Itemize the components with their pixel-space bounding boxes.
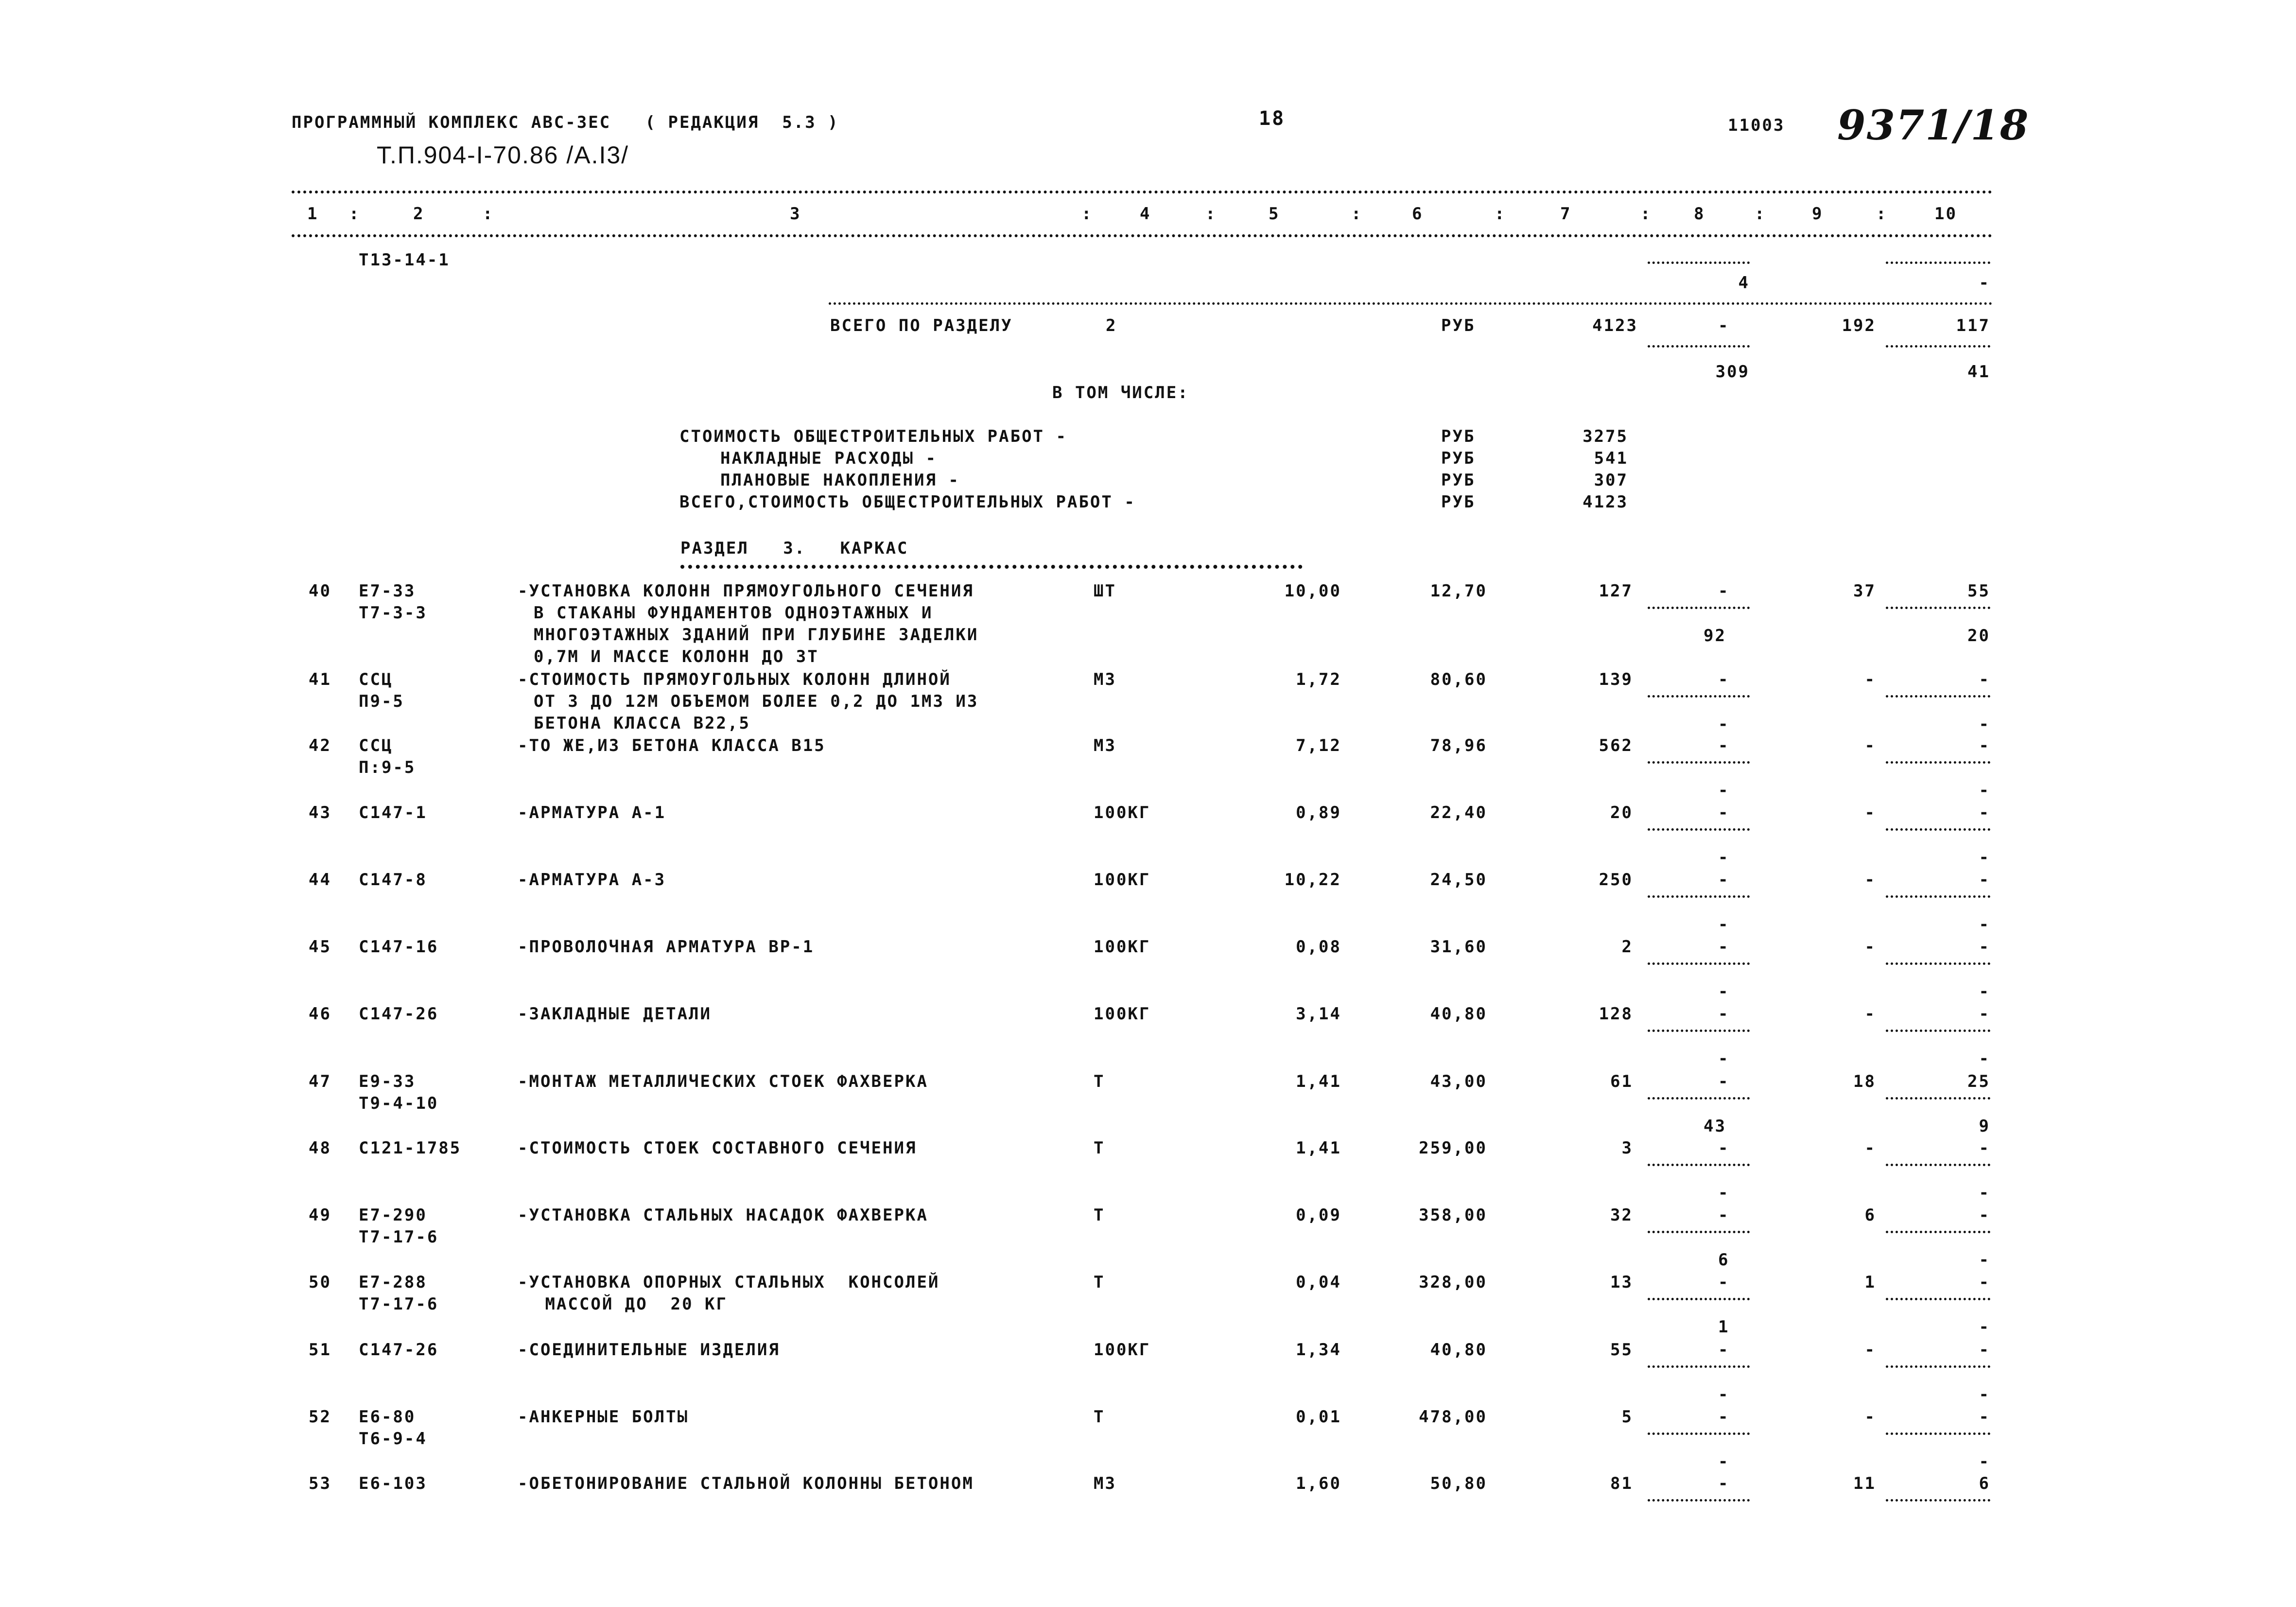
row-rule-col8 [1648,1298,1750,1300]
row-number: 40 [309,581,331,601]
row-unit: Т [1094,1138,1105,1158]
column-separator: : [1640,204,1652,224]
row-col8: - [1718,1072,1730,1091]
row-rule-col8 [1648,828,1750,831]
row-number: 46 [309,1004,331,1024]
row-code-secondary: П9-5 [359,692,404,711]
row-col8-below: - [1718,1049,1730,1068]
section-total-c10: 117 [1956,316,1990,335]
row-rule-col8 [1648,1097,1750,1100]
total-rule-c10 [1886,345,1990,348]
section-total-c9: 192 [1842,316,1876,335]
row-col10: - [1979,736,1990,755]
row-description: БЕТОНА КЛАССА В22,5 [534,714,750,733]
row-col9: 1 [1864,1273,1876,1292]
carry-c8-below: 4 [1738,273,1750,293]
row-quantity: 0,01 [1296,1407,1341,1427]
row-description: МНОГОЭТАЖНЫХ ЗДАНИЙ ПРИ ГЛУБИНЕ ЗАДЕЛКИ [534,625,979,645]
row-col10-below: - [1979,1317,1990,1337]
row-col8: - [1718,670,1730,689]
row-col9: - [1864,937,1876,957]
row-quantity: 3,14 [1296,1004,1341,1024]
row-col8-below: - [1718,715,1730,734]
row-col10-below: 20 [1967,626,1990,646]
row-code: Е6-80 [359,1407,416,1427]
row-col9: - [1864,670,1876,689]
column-number-4: 4 [1140,204,1151,224]
row-unit-price: 40,80 [1430,1004,1487,1024]
row-rule-col8 [1648,607,1750,609]
row-number: 48 [309,1138,331,1158]
column-separator: : [349,204,361,224]
row-col8-below: 6 [1718,1250,1730,1270]
program-title: ПРОГРАММНЫЙ КОМПЛЕКС АВС-ЗЕС ( РЕДАКЦИЯ 5.3 ) [292,113,839,132]
row-col10-below: - [1979,1385,1990,1404]
row-total: 128 [1599,1004,1633,1024]
row-rule-col10 [1886,1298,1990,1300]
breakdown-value: 4123 [1583,492,1628,512]
row-code-secondary: Т6-9-4 [359,1429,427,1449]
row-col10: - [1979,1407,1990,1427]
row-description: В СТАКАНЫ ФУНДАМЕНТОВ ОДНОЭТАЖНЫХ И [534,603,933,623]
row-col10-below: - [1979,915,1990,934]
row-col8-below: - [1718,1385,1730,1404]
breakdown-label: ПЛАНОВЫЕ НАКОПЛЕНИЯ - [720,471,960,490]
row-code-secondary: Т9-4-10 [359,1094,439,1113]
row-unit: Т [1094,1407,1105,1427]
row-rule-col8 [1648,1231,1750,1233]
section-total-unit: РУБ [1441,316,1476,335]
row-description: -СОЕДИНИТЕЛЬНЫЕ ИЗДЕЛИЯ [518,1340,780,1360]
row-description: ОТ 3 ДО 12М ОБЪЕМОМ БОЛЕЕ 0,2 ДО 1М3 ИЗ [534,692,979,711]
row-code: С147-26 [359,1004,439,1024]
column-number-9: 9 [1812,204,1824,224]
row-col9: 6 [1864,1205,1876,1225]
row-col10: - [1979,803,1990,822]
row-unit: Т [1094,1273,1105,1292]
row-rule-col10 [1886,1365,1990,1368]
row-quantity: 10,00 [1284,581,1341,601]
row-description: -МОНТАЖ МЕТАЛЛИЧЕСКИХ СТОЕК ФАХВЕРКА [518,1072,928,1091]
row-col8-below: 1 [1718,1317,1730,1337]
row-col10: 55 [1967,581,1990,601]
row-rule-col8 [1648,1030,1750,1032]
row-col10-below: - [1979,715,1990,734]
row-code: Е6-103 [359,1474,427,1493]
row-description: -ПРОВОЛОЧНАЯ АРМАТУРА ВР-1 [518,937,815,957]
row-col9: 18 [1853,1072,1876,1091]
row-rule-col10 [1886,1030,1990,1032]
row-total: 562 [1599,736,1633,755]
row-number: 52 [309,1407,331,1427]
row-unit-price: 478,00 [1419,1407,1487,1427]
doc-code: 11003 [1728,116,1785,135]
row-rule-col8 [1648,1432,1750,1435]
row-unit: М3 [1094,736,1116,755]
row-col8-below: - [1718,848,1730,867]
row-unit-price: 24,50 [1430,870,1487,890]
row-code: С147-26 [359,1340,439,1360]
page-number: 18 [1259,107,1286,130]
row-number: 45 [309,937,331,957]
section-total-c8-below: 309 [1715,362,1750,382]
section-total-c10-below: 41 [1967,362,1990,382]
row-description: -ТО ЖЕ,ИЗ БЕТОНА КЛАССА В15 [518,736,826,755]
row-rule-col8 [1648,895,1750,898]
row-col8-below: - [1718,982,1730,1001]
column-separator: : [1205,204,1217,224]
row-col10-below: - [1979,1250,1990,1270]
row-total: 3 [1621,1138,1633,1158]
column-number-10: 10 [1934,204,1957,224]
row-code-secondary: Т7-17-6 [359,1294,439,1314]
row-total: 127 [1599,581,1633,601]
handwritten-reference: 9371/18 [1837,101,2030,149]
row-col8-below: 92 [1704,626,1726,646]
row-code-secondary: Т7-17-6 [359,1227,439,1247]
row-rule-col8 [1648,1365,1750,1368]
row-col10: 25 [1967,1072,1990,1091]
row-col10: 6 [1979,1474,1990,1493]
row-number: 49 [309,1205,331,1225]
row-col10: - [1979,937,1990,957]
row-description: -УСТАНОВКА КОЛОНН ПРЯМОУГОЛЬНОГО СЕЧЕНИЯ [518,581,974,601]
row-code: Е7-288 [359,1273,427,1292]
row-col8: - [1718,581,1730,601]
section-title-underline [680,565,1303,569]
row-col10-below: - [1979,848,1990,867]
row-quantity: 1,60 [1296,1474,1341,1493]
row-col10-below: - [1979,781,1990,800]
row-total: 61 [1610,1072,1633,1091]
breakdown-value: 541 [1594,449,1628,468]
row-number: 42 [309,736,331,755]
row-quantity: 10,22 [1284,870,1341,890]
row-quantity: 1,41 [1296,1138,1341,1158]
row-col8: - [1718,1273,1730,1292]
row-col8: - [1718,870,1730,890]
row-description: МАССОЙ ДО 20 КГ [534,1294,728,1314]
row-col9: - [1864,1138,1876,1158]
row-col9: - [1864,1340,1876,1360]
row-unit: М3 [1094,670,1116,689]
row-code: Е9-33 [359,1072,416,1091]
row-unit-price: 259,00 [1419,1138,1487,1158]
row-rule-col8 [1648,761,1750,764]
total-top-rule [829,302,1993,305]
row-rule-col8 [1648,695,1750,698]
row-code: С147-1 [359,803,427,822]
row-unit: 100КГ [1094,1004,1151,1024]
row-description: -УСТАНОВКА ОПОРНЫХ СТАЛЬНЫХ КОНСОЛЕЙ [518,1273,940,1292]
carry-rule-c8 [1648,262,1750,264]
section-total-c8: - [1718,316,1730,335]
row-col10-below: 9 [1979,1117,1990,1136]
row-total: 139 [1599,670,1633,689]
row-quantity: 1,34 [1296,1340,1341,1360]
column-separator: : [1495,204,1506,224]
column-number-5: 5 [1269,204,1280,224]
row-unit-price: 22,40 [1430,803,1487,822]
row-rule-col10 [1886,895,1990,898]
row-unit-price: 78,96 [1430,736,1487,755]
header-top-rule [292,191,1993,193]
row-quantity: 0,04 [1296,1273,1341,1292]
row-col8-below: - [1718,1452,1730,1471]
row-unit: М3 [1094,1474,1116,1493]
row-code: С147-16 [359,937,439,957]
section-total-label: ВСЕГО ПО РАЗДЕЛУ [830,316,1013,335]
row-quantity: 0,09 [1296,1205,1341,1225]
row-description: -ОБЕТОНИРОВАНИЕ СТАЛЬНОЙ КОЛОННЫ БЕТОНОМ [518,1474,974,1493]
section-total-c7: 4123 [1592,316,1638,335]
row-rule-col10 [1886,1432,1990,1435]
row-number: 44 [309,870,331,890]
row-col10: - [1979,1004,1990,1024]
row-code: ССЦ [359,736,393,755]
row-col9: - [1864,736,1876,755]
column-separator: : [1081,204,1093,224]
row-col8-below: 43 [1704,1117,1726,1136]
section-total-num: 2 [1106,316,1117,335]
row-number: 41 [309,670,331,689]
breakdown-unit: РУБ [1441,492,1476,512]
row-unit: Т [1094,1072,1105,1091]
column-number-3: 3 [790,204,801,224]
row-col8: - [1718,736,1730,755]
row-col8: - [1718,1474,1730,1493]
row-unit: Т [1094,1205,1105,1225]
row-quantity: 1,72 [1296,670,1341,689]
breakdown-unit: РУБ [1441,427,1476,446]
row-rule-col8 [1648,1164,1750,1166]
row-col8: - [1718,803,1730,822]
row-number: 47 [309,1072,331,1091]
row-col10-below: - [1979,1049,1990,1068]
breakdown-value: 307 [1594,471,1628,490]
row-col8-below: - [1718,915,1730,934]
column-number-7: 7 [1560,204,1572,224]
row-col10: - [1979,1138,1990,1158]
row-col8: - [1718,1004,1730,1024]
column-number-1: 1 [307,204,319,224]
row-code: Е7-290 [359,1205,427,1225]
breakdown-unit: РУБ [1441,471,1476,490]
row-col9: 11 [1853,1474,1876,1493]
row-unit-price: 40,80 [1430,1340,1487,1360]
row-quantity: 0,89 [1296,803,1341,822]
column-separator: : [483,204,494,224]
row-code: С121-1785 [359,1138,462,1158]
row-col10: - [1979,870,1990,890]
row-rule-col10 [1886,761,1990,764]
row-unit-price: 12,70 [1430,581,1487,601]
row-col9: - [1864,870,1876,890]
row-number: 53 [309,1474,331,1493]
column-number-2: 2 [413,204,425,224]
row-number: 51 [309,1340,331,1360]
header-bottom-rule [292,234,1993,237]
row-rule-col10 [1886,695,1990,698]
row-number: 50 [309,1273,331,1292]
row-col8-below: - [1718,781,1730,800]
row-description: -ЗАКЛАДНЫЕ ДЕТАЛИ [518,1004,712,1024]
row-col10: - [1979,1340,1990,1360]
row-quantity: 1,41 [1296,1072,1341,1091]
row-quantity: 7,12 [1296,736,1341,755]
row-col10-below: - [1979,1452,1990,1471]
row-total: 13 [1610,1273,1633,1292]
row-col8: - [1718,1205,1730,1225]
row-col10: - [1979,1205,1990,1225]
row-unit-price: 31,60 [1430,937,1487,957]
row-unit-price: 80,60 [1430,670,1487,689]
project-code: Т.П.904-I-70.86 /А.I3/ [377,141,629,169]
row-rule-col10 [1886,962,1990,965]
section-title: РАЗДЕЛ 3. КАРКАС [680,539,909,558]
row-col8: - [1718,1407,1730,1427]
total-rule-c8 [1648,345,1750,348]
row-description: -АРМАТУРА А-1 [518,803,666,822]
column-number-6: 6 [1412,204,1424,224]
row-col8: - [1718,1340,1730,1360]
row-col8: - [1718,1138,1730,1158]
row-col9: - [1864,803,1876,822]
row-code: ССЦ [359,670,393,689]
row-col9: 37 [1853,581,1876,601]
row-rule-col8 [1648,962,1750,965]
row-description: -СТОИМОСТЬ ПРЯМОУГОЛЬНЫХ КОЛОНН ДЛИНОЙ [518,670,951,689]
row-total: 55 [1610,1340,1633,1360]
row-rule-col10 [1886,1231,1990,1233]
row-col10-below: - [1979,982,1990,1001]
carry-rule-c10 [1886,262,1990,264]
breakdown-value: 3275 [1583,427,1628,446]
column-number-8: 8 [1694,204,1705,224]
row-rule-col10 [1886,1164,1990,1166]
row-code: Е7-33 [359,581,416,601]
row-description: -СТОИМОСТЬ СТОЕК СОСТАВНОГО СЕЧЕНИЯ [518,1138,917,1158]
row-unit: ШТ [1094,581,1116,601]
row-code: С147-8 [359,870,427,890]
row-col8: - [1718,937,1730,957]
row-description: -АРМАТУРА А-3 [518,870,666,890]
row-description: -АНКЕРНЫЕ БОЛТЫ [518,1407,689,1427]
row-unit: 100КГ [1094,937,1151,957]
row-rule-col8 [1648,1499,1750,1502]
row-number: 43 [309,803,331,822]
row-quantity: 0,08 [1296,937,1341,957]
including-label: В ТОМ ЧИСЛЕ: [1052,383,1189,402]
row-unit-price: 358,00 [1419,1205,1487,1225]
row-unit: 100КГ [1094,803,1151,822]
row-col10: - [1979,670,1990,689]
row-unit: 100КГ [1094,1340,1151,1360]
row-unit-price: 50,80 [1430,1474,1487,1493]
row-unit: 100КГ [1094,870,1151,890]
carry-c10-below: - [1979,273,1990,293]
row-col10-below: - [1979,1183,1990,1203]
row-col9: - [1864,1004,1876,1024]
row-total: 32 [1610,1205,1633,1225]
row-col9: - [1864,1407,1876,1427]
row-rule-col10 [1886,828,1990,831]
row-total: 250 [1599,870,1633,890]
breakdown-unit: РУБ [1441,449,1476,468]
row-description: 0,7М И МАССЕ КОЛОНН ДО 3Т [534,647,819,666]
row-col8-below: - [1718,1183,1730,1203]
row-total: 5 [1621,1407,1633,1427]
row-rule-col10 [1886,607,1990,609]
row-total: 20 [1610,803,1633,822]
row-total: 2 [1621,937,1633,957]
row-total: 81 [1610,1474,1633,1493]
row-code-secondary: П:9-5 [359,758,416,777]
row-rule-col10 [1886,1499,1990,1502]
breakdown-label: ВСЕГО,СТОИМОСТЬ ОБЩЕСТРОИТЕЛЬНЫХ РАБОТ - [679,492,1136,512]
breakdown-label: НАКЛАДНЫЕ РАСХОДЫ - [720,449,937,468]
row-unit-price: 43,00 [1430,1072,1487,1091]
row-unit-price: 328,00 [1419,1273,1487,1292]
breakdown-label: СТОИМОСТЬ ОБЩЕСТРОИТЕЛЬНЫХ РАБОТ - [679,427,1067,446]
carry-code: Т13-14-1 [359,250,450,270]
column-separator: : [1755,204,1766,224]
row-code-secondary: Т7-3-3 [359,603,427,623]
row-description: -УСТАНОВКА СТАЛЬНЫХ НАСАДОК ФАХВЕРКА [518,1205,928,1225]
row-rule-col10 [1886,1097,1990,1100]
row-col10: - [1979,1273,1990,1292]
column-separator: : [1876,204,1888,224]
column-separator: : [1351,204,1363,224]
